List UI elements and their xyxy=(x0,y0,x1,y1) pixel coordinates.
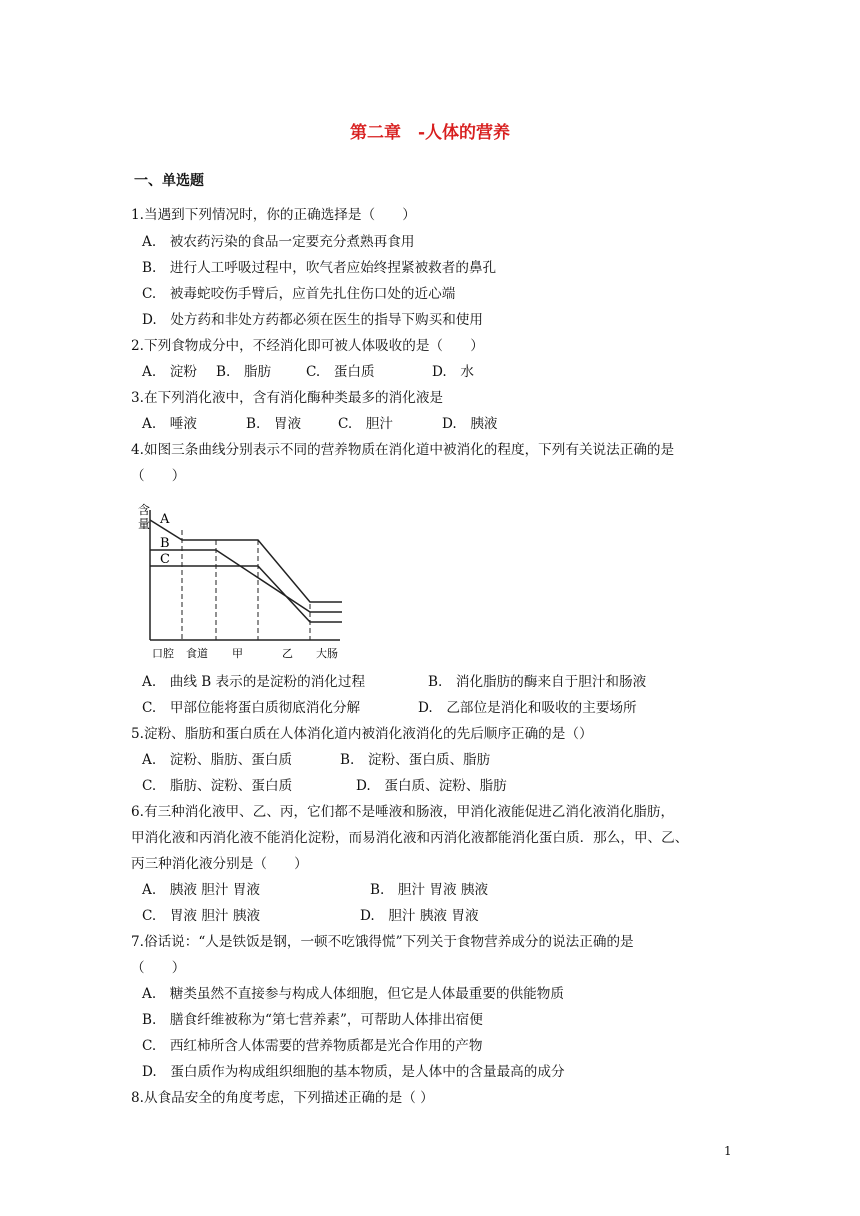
digestion-curve-diagram xyxy=(130,500,350,660)
q2-stem: 2.下列食物成分中，不经消化即可被人体吸收的是（ ） xyxy=(131,338,484,354)
x-label-jia: 甲 xyxy=(232,647,243,660)
q7-option-d: D. 蛋白质作为构成组织细胞的基本物质，是人体中的含量最高的成分 xyxy=(142,1064,565,1080)
curve-c xyxy=(150,566,342,622)
q4-stem: 4.如图三条曲线分别表示不同的营养物质在消化道中被消化的程度，下列有关说法正确的是 xyxy=(131,442,675,458)
x-label-yi: 乙 xyxy=(282,647,293,660)
q2-option-a: A. 淀粉 xyxy=(142,364,197,380)
q6-option-a: A. 胰液 胆汁 胃液 xyxy=(142,882,260,898)
q4-option-a: A. 曲线 B 表示的是淀粉的消化过程 xyxy=(142,674,366,690)
q6-stem: 6.有三种消化液甲、乙、丙，它们都不是唾液和肠液，甲消化液能促进乙消化液消化脂肪， xyxy=(131,804,675,820)
q3-option-d: D. 胰液 xyxy=(442,416,498,432)
q7-option-a: A. 糖类虽然不直接参与构成人体细胞，但它是人体最重要的供能物质 xyxy=(142,986,564,1002)
q3-option-a: A. 唾液 xyxy=(142,416,197,432)
q1-option-b: B. 进行人工呼吸过程中，吹气者应始终捏紧被救者的鼻孔 xyxy=(142,260,497,276)
q5-option-b: B. 淀粉、蛋白质、脂肪 xyxy=(340,752,491,768)
digestion-curve-figure xyxy=(130,500,350,660)
q1-option-c: C. 被毒蛇咬伤手臂后，应首先扎住伤口处的近心端 xyxy=(142,286,456,302)
curve-a xyxy=(150,520,342,602)
q6-option-b: B. 胆汁 胃液 胰液 xyxy=(370,882,489,898)
q5-option-d: D. 蛋白质、淀粉、脂肪 xyxy=(356,778,507,794)
section-heading: 一、单选题 xyxy=(134,173,204,189)
curve-label-c: C xyxy=(160,552,170,567)
q7-stem-continued: （ ） xyxy=(131,960,186,976)
q1-option-d: D. 处方药和非处方药都必须在医生的指导下购买和使用 xyxy=(142,312,483,328)
q6-stem-line2: 甲消化液和丙消化液不能消化淀粉，而易消化液和丙消化液都能消化蛋白质．那么，甲、乙、 xyxy=(131,830,689,846)
q4-stem-continued: （ ） xyxy=(131,468,186,484)
q2-option-b: B. 脂肪 xyxy=(216,364,272,380)
curve-label-b: B xyxy=(160,536,170,551)
q4-option-c: C. 甲部位能将蛋白质彻底消化分解 xyxy=(142,700,361,716)
y-axis-label-char1: 含 xyxy=(138,503,151,517)
q7-option-c: C. 西红柿所含人体需要的营养物质都是光合作用的产物 xyxy=(142,1038,483,1054)
q5-option-a: A. 淀粉、脂肪、蛋白质 xyxy=(142,752,293,768)
q1-option-a: A. 被农药污染的食品一定要充分煮熟再食用 xyxy=(142,234,415,250)
x-label-large-intestine: 大肠 xyxy=(316,647,338,660)
q8-stem: 8.从食品安全的角度考虑，下列描述正确的是（ ） xyxy=(131,1090,434,1106)
q3-option-b: B. 胃液 xyxy=(246,416,302,432)
x-label-esophagus: 食道 xyxy=(186,647,208,660)
q3-stem: 3.在下列消化液中，含有消化酶种类最多的消化液是 xyxy=(131,390,444,406)
q6-option-d: D. 胆汁 胰液 胃液 xyxy=(360,908,479,924)
q5-stem: 5.淀粉、脂肪和蛋白质在人体消化道内被消化液消化的先后顺序正确的是（） xyxy=(131,726,593,742)
q5-option-c: C. 脂肪、淀粉、蛋白质 xyxy=(142,778,293,794)
page-title: 第二章 -人体的营养 xyxy=(349,123,511,143)
page-number: 1 xyxy=(724,1144,732,1158)
q6-option-c: C. 胃液 胆汁 胰液 xyxy=(142,908,261,924)
q4-option-b: B. 消化脂肪的酶来自于胆汁和肠液 xyxy=(428,674,647,690)
curve-label-a: A xyxy=(160,512,170,527)
q2-option-d: D. 水 xyxy=(432,364,474,380)
q6-stem-line3: 丙三种消化液分别是（ ） xyxy=(131,856,308,872)
q3-option-c: C. 胆汁 xyxy=(338,416,394,432)
y-axis-label-char2: 量 xyxy=(138,517,151,531)
q2-option-c: C. 蛋白质 xyxy=(306,364,375,380)
q7-stem: 7.俗话说：“人是铁饭是钢，一顿不吃饿得慌”下列关于食物营养成分的说法正确的是 xyxy=(131,934,634,950)
q7-option-b: B. 膳食纤维被称为“第七营养素”，可帮助人体排出宿便 xyxy=(142,1012,483,1028)
q1-stem: 1.当遇到下列情况时，你的正确选择是（ ） xyxy=(131,207,416,223)
x-label-mouth: 口腔 xyxy=(152,647,174,660)
q4-option-d: D. 乙部位是消化和吸收的主要场所 xyxy=(418,700,637,716)
